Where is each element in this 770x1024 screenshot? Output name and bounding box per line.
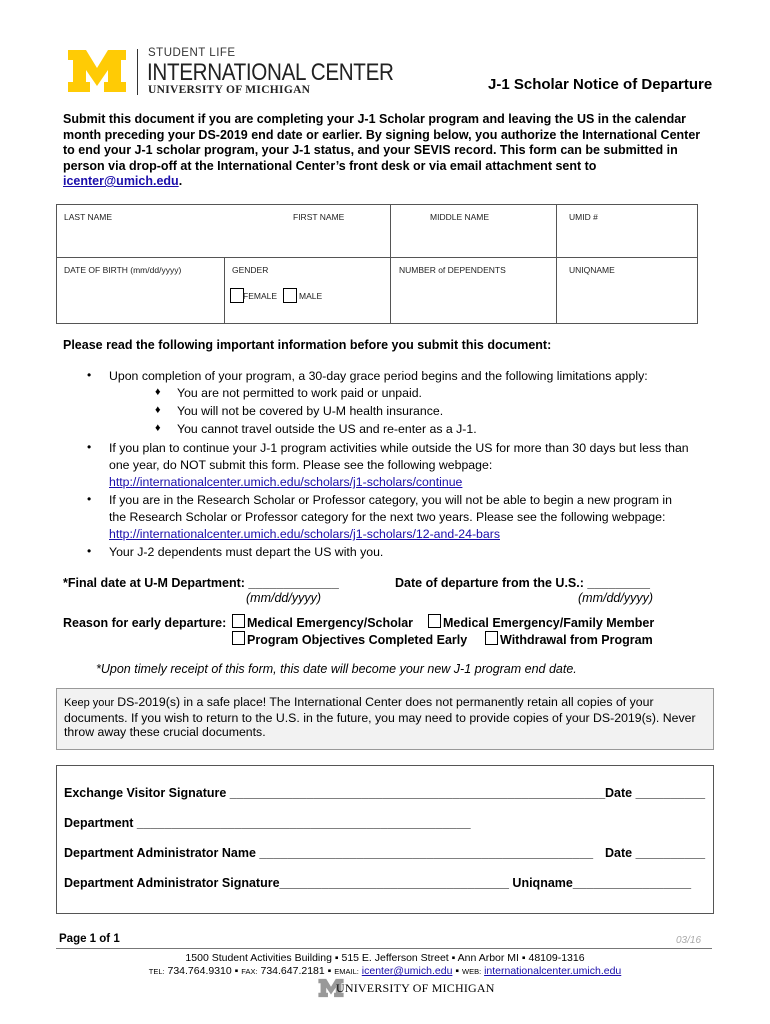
admin-date-field[interactable]: Date __________ — [605, 846, 706, 860]
ev-date-field[interactable]: Date __________ — [605, 786, 706, 800]
diamond-bullet-icon: ♦ — [155, 422, 161, 434]
brand-university: UNIVERSITY OF MICHIGAN — [148, 84, 311, 96]
department-field[interactable]: Department ________________________________________________ — [64, 816, 471, 830]
objectives-completed-label: Program Objectives Completed Early — [247, 633, 468, 647]
ds2019-notice-box — [56, 688, 714, 750]
departure-date-field[interactable]: Date of departure from the U.S.: _________ — [395, 576, 650, 590]
male-checkbox[interactable] — [283, 288, 297, 303]
grid-row-divider — [57, 257, 697, 258]
medical-family-checkbox[interactable] — [428, 614, 441, 628]
final-date-field[interactable]: *Final date at U-M Department: _____________ — [63, 576, 339, 590]
final-date-format-hint: (mm/dd/yyyy) — [246, 591, 321, 605]
footer-email-link[interactable]: icenter@umich.edu — [361, 965, 453, 977]
bullet-continue-line1: If you plan to continue your J-1 program activities while outside the US for more than 30 days but less than — [109, 441, 689, 455]
bullet-bars-line1: If you are in the Research Scholar or Professor category, you will not be able to begin a new program in — [109, 493, 672, 507]
bullet-dot: • — [87, 440, 92, 454]
grid-col-divider — [390, 257, 391, 323]
grid-col-divider — [390, 205, 391, 257]
umid-field[interactable]: UMID # — [569, 212, 598, 222]
footer-university-name: UNIVERSITY OF MICHIGAN — [336, 981, 495, 995]
footer-address: 1500 Student Activities Building ▪ 515 E. Jefferson Street ▪ Ann Arbor MI ▪ 48109-1316 — [185, 952, 585, 964]
keep-body: DS-2019(s) in a safe place! The International Center does not permanently retain all copies of your documents. If you wish to return to the U.S. in the future, you may need to provide copies of your DS-2019(s). Never throw away these crucial documents. — [64, 695, 696, 739]
brand-student-life: STUDENT LIFE — [148, 47, 236, 59]
objectives-completed-checkbox[interactable] — [232, 631, 245, 645]
intro-text: Submit this document if you are completing your J-1 Scholar program and leaving the US in the calendar month preceding your DS-2019 end date or earlier. By signing below, you authorize the International Center to end your J-1 scholar program, your J-1 status, and your SEVIS record. This form can be submitted in person via drop-off at the International Center’s front desk or via email attachment sent to — [63, 112, 701, 173]
sub-bullet-work: You are not permitted to work paid or unpaid. — [177, 386, 422, 400]
document-title: J-1 Scholar Notice of Departure — [488, 76, 713, 93]
female-label: FEMALE — [243, 291, 278, 301]
tel-value: 734.764.9310 — [167, 965, 232, 977]
departure-date-format-hint: (mm/dd/yyyy) — [578, 591, 653, 605]
page-number: Page 1 of 1 — [59, 933, 120, 945]
uniqname-field[interactable]: UNIQNAME — [569, 265, 615, 275]
reason-label: Reason for early departure: — [63, 616, 227, 630]
intro-email-link[interactable]: icenter@umich.edu — [63, 174, 179, 188]
bullet-dot: • — [87, 544, 92, 558]
admin-signature-uniqname-field[interactable]: Department Administrator Signature_________________________________ Uniqname_________________ — [64, 876, 692, 890]
withdrawal-checkbox[interactable] — [485, 631, 498, 645]
intro-paragraph — [63, 112, 703, 190]
exchange-visitor-signature-field[interactable]: Exchange Visitor Signature ______________________________________________________ — [64, 786, 606, 800]
umich-block-m-logo — [66, 48, 128, 94]
bullet-dot: • — [87, 492, 92, 506]
bullet-dependents: Your J-2 dependents must depart the US with you. — [109, 545, 384, 559]
bullet-grace-period: Upon completion of your program, a 30-day grace period begins and the following limitations apply: — [109, 369, 648, 383]
personal-info-grid — [56, 204, 698, 324]
end-date-note: *Upon timely receipt of this form, this date will become your new J-1 program end date. — [96, 662, 577, 676]
medical-family-label: Medical Emergency/Family Member — [443, 616, 655, 630]
continue-webpage-link[interactable]: http://internationalcenter.umich.edu/scholars/j1-scholars/continue — [109, 475, 463, 489]
fax-value: 734.647.2181 — [260, 965, 325, 977]
bullet-dot: • — [87, 368, 92, 382]
dependents-field[interactable]: NUMBER of DEPENDENTS — [399, 265, 506, 275]
tel-label: TEL: — [148, 967, 165, 976]
grid-col-divider — [556, 205, 557, 323]
web-label: WEB: — [461, 967, 482, 976]
footer-divider — [56, 948, 712, 949]
bars-webpage-link[interactable]: http://internationalcenter.umich.edu/scholars/j1-scholars/12-and-24-bars — [109, 527, 500, 541]
male-label: MALE — [299, 291, 323, 301]
diamond-bullet-icon: ♦ — [155, 404, 161, 416]
brand-divider — [137, 49, 138, 95]
brand-international-center: INTERNATIONAL CENTER — [147, 59, 394, 86]
female-checkbox[interactable] — [230, 288, 244, 303]
bullet-bars-line2: the Research Scholar or Professor category for the next two years. Please see the following webpage: — [109, 510, 666, 524]
footer-web-link[interactable]: internationalcenter.umich.edu — [484, 965, 622, 977]
fax-label: FAX: — [241, 967, 258, 976]
medical-scholar-label: Medical Emergency/Scholar — [247, 616, 414, 630]
sub-bullet-travel: You cannot travel outside the US and re-enter as a J-1. — [177, 422, 477, 436]
intro-end: . — [178, 174, 183, 188]
gender-label: GENDER — [232, 265, 269, 275]
last-name-field[interactable]: LAST NAME — [64, 212, 113, 222]
middle-name-field[interactable]: MIDDLE NAME — [430, 212, 490, 222]
medical-scholar-checkbox[interactable] — [232, 614, 245, 628]
withdrawal-label: Withdrawal from Program — [500, 633, 653, 647]
signature-box — [56, 765, 714, 914]
email-label: EMAIL: — [334, 967, 359, 976]
sub-bullet-insurance: You will not be covered by U-M health insurance. — [177, 404, 444, 418]
revision-date: 03/16 — [676, 935, 702, 946]
diamond-bullet-icon: ♦ — [155, 386, 161, 398]
keep-prefix: Keep your — [64, 697, 118, 709]
ds2019-notice-text — [64, 695, 704, 740]
admin-name-field[interactable]: Department Administrator Name ________________________________________________ — [64, 846, 594, 860]
grid-col-divider — [224, 257, 225, 323]
important-heading: Please read the following important information before you submit this document: — [63, 338, 552, 352]
first-name-field[interactable]: FIRST NAME — [293, 212, 345, 222]
footer-contacts: TEL: 734.764.9310 ▪ FAX: 734.647.2181 ▪ EMAIL: icenter@umich.edu ▪ WEB: internationalcenter.umich.edu — [148, 965, 622, 977]
bullet-continue-line2: one year, do NOT submit this form. Please see the following webpage: — [109, 458, 493, 472]
dob-field[interactable]: DATE OF BIRTH (mm/dd/yyyy) — [64, 265, 182, 275]
